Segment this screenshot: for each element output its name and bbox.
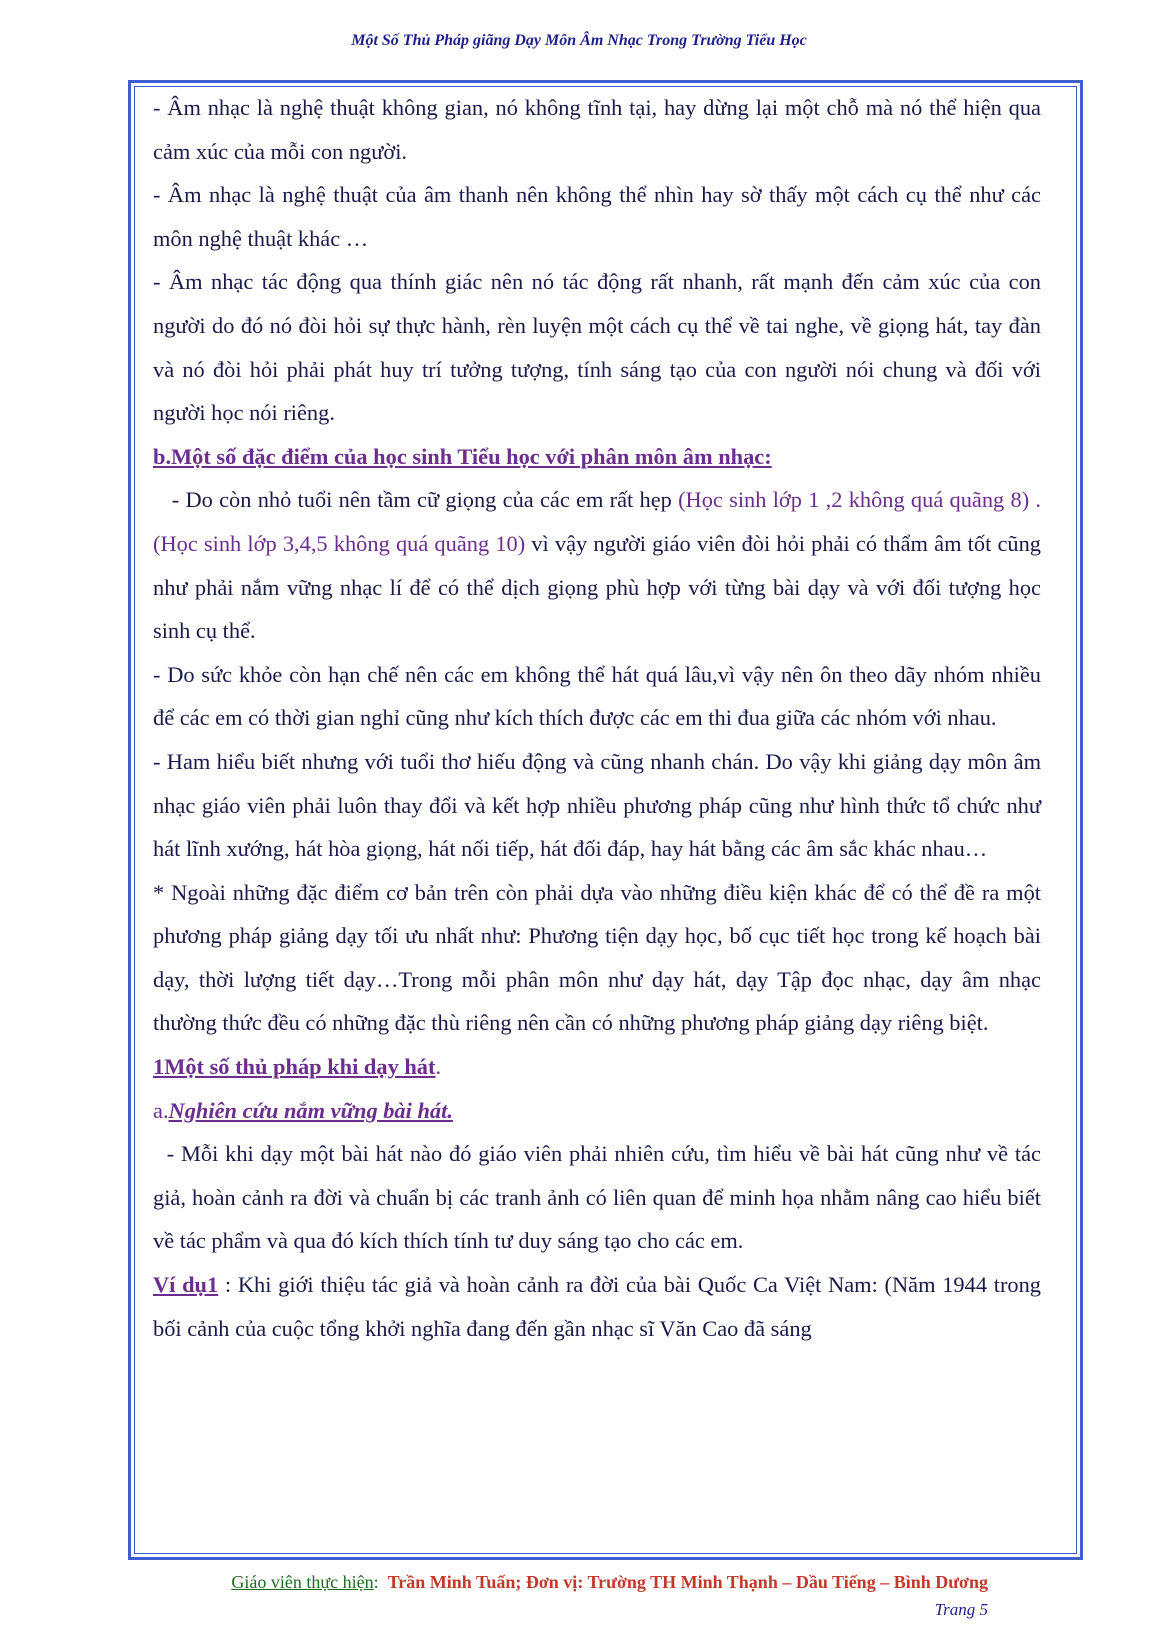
paragraph: - Âm nhạc là nghệ thuật của âm thanh nên không thể nhìn hay sờ thấy một cách cụ thể như các môn nghệ thuật khác … xyxy=(153,182,1041,251)
heading-prefix: a. xyxy=(153,1097,169,1123)
paragraph: * Ngoài những đặc điểm cơ bản trên còn phải dựa vào những điều kiện khác để có thể đề ra một phương pháp giảng dạy tối ưu nhất như: Phương tiện dạy học, bố cục tiết học trong kế hoạch bài dạy, thời lượng tiết dạy…Trong mỗi phân môn như dạy hát, dạy Tập đọc nhạc, dạy âm nhạc thường thức đều có những đặc thù riêng nên cần có những phương pháp giảng dạy riêng biệt. xyxy=(153,879,1041,1036)
footer-label: Giáo viên thực hiện xyxy=(231,1572,374,1592)
paragraph xyxy=(153,478,1047,652)
section-heading-b xyxy=(153,435,1041,479)
paragraph: - Ham hiểu biết nhưng với tuổi thơ hiếu động và cũng nhanh chán. Do vậy khi giảng dạy môn âm nhạc giáo viên phải luôn thay đổi và kết hợp nhiều phương pháp cũng như hình thức tổ chức như hát lĩnh xướng, hát hòa giọng, hát nối tiếp, hát đối đáp, hay hát bằng các âm sắc khác nhau… xyxy=(153,748,1041,862)
paragraph: - Do sức khỏe còn hạn chế nên các em không thể hát quá lâu,vì vậy nên ôn theo dãy nhóm nhiều để các em có thời gian nghỉ cũng như kích thích được các em thi đua giữa các nhóm với nhau. xyxy=(153,661,1041,731)
page-header: Một Số Thủ Pháp giãng Dạy Môn Âm Nhạc Trong Trường Tiểu Học xyxy=(351,32,807,49)
example-label: Ví dụ1 xyxy=(153,1272,219,1298)
paragraph: - Âm nhạc tác động qua thính giác nên nó tác động rất nhanh, rất mạnh đến cảm xúc của con người do đó nó đòi hỏi sự thực hành, rèn luyện một cách cụ thể về tai nghe, về giọng hát, tay đàn và nó đòi hỏi phải phát huy trí tưởng tượng, tính sáng tạo của con người nói chung và đối với người học nói riêng. xyxy=(153,269,1041,426)
footer-value: Trần Minh Tuấn; Đơn vị: Trường TH Minh Thạnh – Dầu Tiếng – Bình Dương xyxy=(387,1572,988,1592)
text-run: - Do còn nhỏ tuổi nên tầm cữ giọng của các em rất hẹp xyxy=(153,487,679,513)
footer-colon: : xyxy=(373,1572,388,1592)
paragraph xyxy=(153,1263,1041,1350)
paragraph: - Mỗi khi dạy một bài hát nào đó giáo viên phải nhiên cứu, tìm hiểu về bài hát cũng như về tác giả, hoàn cảnh ra đời và chuẩn bị các tranh ảnh có liên quan để minh họa nhằm nâng cao hiểu biết về tác phẩm và qua đó kích thích tính tư duy sáng tạo cho các em. xyxy=(153,1141,1047,1254)
heading-dot: . xyxy=(435,1054,442,1080)
heading-text: b.Một số đặc điểm của học sinh Tiểu học với phân môn âm nhạc: xyxy=(153,443,772,469)
document-body xyxy=(153,86,1047,1350)
text-run-highlight: (Học sinh lớp 1 ,2 không quá quãng 8) .(Học sinh lớp 3,4,5 không quá quãng 10) xyxy=(153,487,1041,556)
section-heading-1 xyxy=(153,1045,1041,1089)
paragraph: - Âm nhạc là nghệ thuật không gian, nó không tĩnh tại, hay dừng lại một chỗ mà nó thể hiện qua cảm xúc của mỗi con người. xyxy=(153,95,1041,164)
heading-text: Nghiên cứu nắm vững bài hát. xyxy=(168,1097,453,1123)
page-number: Trang 5 xyxy=(934,1600,988,1619)
heading-text: 1Một số thủ pháp khi dạy hát xyxy=(153,1054,436,1080)
text-run: : Khi giới thiệu tác giả và hoàn cảnh ra đời của bài Quốc Ca Việt Nam: (Năm 1944 trong bối cảnh của cuộc tổng khởi nghĩa đang đến gần nhạc sĩ Văn Cao đã sáng xyxy=(153,1272,1041,1341)
text-run: vì vậy người giáo viên đòi hỏi phải có thẩm âm tốt cũng như phải nắm vững nhạc lí để có thể dịch giọng phù hợp với từng bài dạy và với đối tượng học sinh cụ thể. xyxy=(153,530,1047,644)
section-heading-a xyxy=(153,1089,1041,1133)
page-footer xyxy=(231,1572,988,1593)
